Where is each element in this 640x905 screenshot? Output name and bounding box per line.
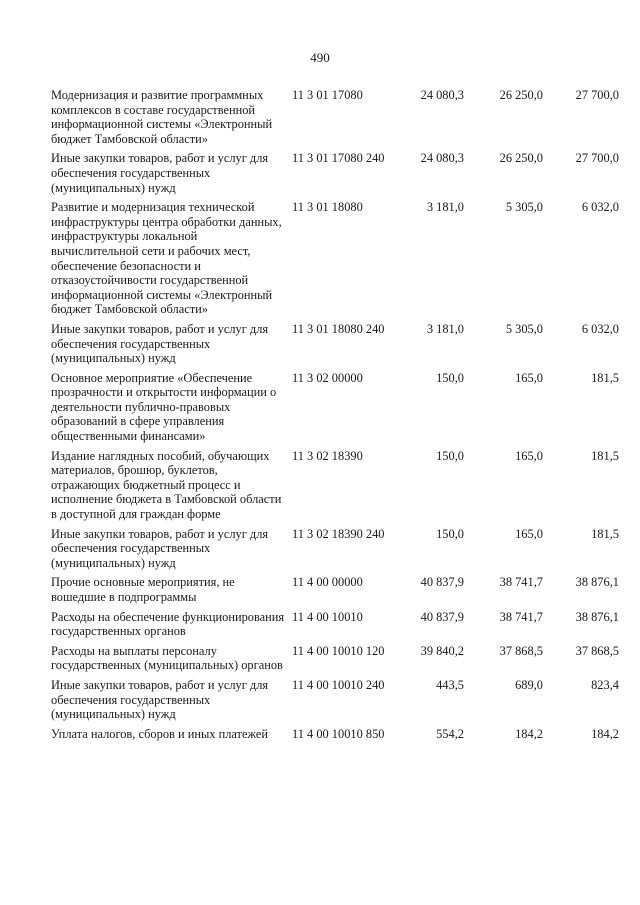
row-code: 11 4 00 00000 [292,575,363,590]
row-value-3: 181,5 [591,370,619,385]
row-description: Издание наглядных пособий, обучающих материалов, брошюр, буклетов, отражающих бюджетный процесс и исполнение бюджета в Тамбовской области в доступной для граждан форме [51,448,282,522]
row-value-2: 26 250,0 [499,151,543,166]
row-code: 11 4 00 10010 120 [292,643,385,658]
row-value-3: 181,5 [591,448,619,463]
row-code: 11 3 01 18080 240 [292,321,385,336]
row-code: 11 3 01 17080 240 [292,151,385,166]
row-value-3: 184,2 [591,726,619,741]
row-value-2: 165,0 [515,370,543,385]
row-value-1: 443,5 [436,677,464,692]
row-code: 11 4 00 10010 [292,609,363,624]
budget-table [51,88,619,746]
row-value-1: 150,0 [436,448,464,463]
table-row [51,610,619,639]
row-description: Прочие основные мероприятия, не вошедшие в подпрограммы [51,575,235,604]
row-code: 11 3 01 18080 [292,200,363,215]
row-value-3: 181,5 [591,526,619,541]
row-description: Модернизация и развитие программных комплексов в составе государственной информационной системы «Электронный бюджет Тамбовской области» [51,88,273,146]
row-value-2: 5 305,0 [505,200,543,215]
row-value-3: 38 876,1 [575,609,619,624]
row-value-2: 5 305,0 [505,321,543,336]
row-value-3: 6 032,0 [581,200,619,215]
row-value-2: 38 741,7 [499,609,543,624]
table-row [51,371,619,444]
row-description: Иные закупки товаров, работ и услуг для обеспечения государственных (муниципальных) нужд [51,677,269,722]
row-description: Уплата налогов, сборов и иных платежей [51,726,269,741]
row-value-2: 165,0 [515,448,543,463]
table-row [51,322,619,366]
row-value-3: 38 876,1 [575,575,619,590]
row-description: Расходы на выплаты персоналу государственных (муниципальных) органов [51,643,283,673]
table-row [51,727,619,742]
row-value-3: 823,4 [591,677,619,692]
table-row [51,88,619,146]
row-value-3: 27 700,0 [575,151,619,166]
table-row [51,678,619,722]
table-row [51,644,619,673]
row-description: Расходы на обеспечение функционирования государственных органов [51,609,285,639]
table-row [51,449,619,522]
table-row [51,527,619,571]
row-value-2: 184,2 [515,726,543,741]
row-code: 11 3 02 00000 [292,370,363,385]
row-value-2: 165,0 [515,526,543,541]
row-code: 11 4 00 10010 240 [292,677,385,692]
row-value-1: 24 080,3 [420,88,464,102]
row-description: Иные закупки товаров, работ и услуг для обеспечения государственных (муниципальных) нужд [51,321,269,366]
row-description: Иные закупки товаров, работ и услуг для обеспечения государственных (муниципальных) нужд [51,151,269,195]
row-code: 11 3 01 17080 [292,88,363,102]
row-value-3: 37 868,5 [575,643,619,658]
row-description: Основное мероприятие «Обеспечение прозрачности и открытости информации о деятельности публично-правовых образований в сфере управления общественными финансами» [51,370,277,444]
row-value-3: 6 032,0 [581,321,619,336]
row-value-1: 150,0 [436,370,464,385]
row-value-1: 40 837,9 [420,575,464,590]
row-value-2: 689,0 [515,677,543,692]
row-value-1: 3 181,0 [426,200,464,215]
row-code: 11 3 02 18390 240 [292,526,385,541]
row-description: Развитие и модернизация технической инфраструктуры центра обработки данных, инфраструктуры локальной вычислительной сети и рабочих мест, обеспечение безопасности и отказоустойчивости государственной информационной системы «Электронный бюджет Тамбовской области» [51,200,282,317]
row-value-2: 37 868,5 [499,643,543,658]
row-value-1: 3 181,0 [426,321,464,336]
row-code: 11 3 02 18390 [292,448,363,463]
row-value-1: 150,0 [436,526,464,541]
row-value-3: 27 700,0 [575,88,619,102]
row-description: Иные закупки товаров, работ и услуг для обеспечения государственных (муниципальных) нужд [51,526,269,570]
page-number: 490 [310,50,330,65]
row-value-1: 24 080,3 [420,151,464,166]
row-value-1: 40 837,9 [420,609,464,624]
row-code: 11 4 00 10010 850 [292,726,385,741]
table-row [51,575,619,604]
row-value-1: 39 840,2 [420,643,464,658]
row-value-2: 26 250,0 [499,88,543,102]
row-value-1: 554,2 [436,726,464,741]
table-row [51,151,619,195]
row-value-2: 38 741,7 [499,575,543,590]
table-row [51,200,619,317]
